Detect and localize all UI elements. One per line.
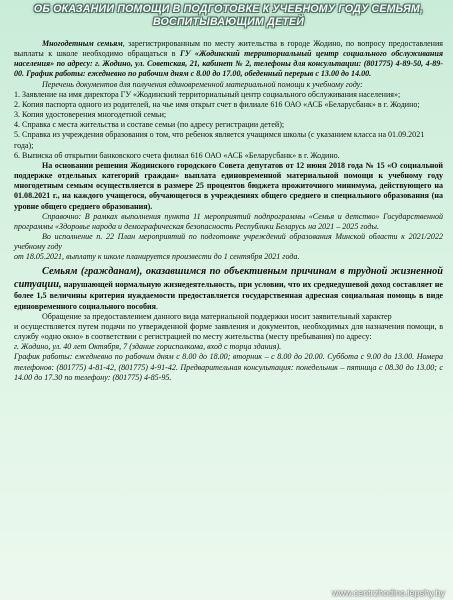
document-item: 5. Справка из учреждения образования о том, что ребенок является учащимся школы (с указанием класса на 01.09.2021 года); (14, 130, 425, 150)
documents-intro: Перечень документов для получения единовременной материальной помощи к учебному году: (42, 79, 363, 89)
page-title (14, 3, 443, 29)
one-window-schedule: График работы: ежедневно по рабочим дням с 8.00 до 18.00; вторник – с 8.00 до 20.00. Суббота с 9.00 до 13.00. Номера телефонов: (801775) 4-81-42, (801775) 4-91-42. Предварительная консультация: понедельник – пятница с 08.30 до 13.00; с 14.00 до 17.30 по телефону: (801775) 4-85-95. (14, 352, 443, 382)
large-family-paragraph (14, 39, 443, 80)
hardship-lead: Семьям (гражданам), оказавшимся по объективным причинам в трудной жизненной ситуации, (14, 266, 443, 290)
reference-note: Справочно: В рамках выполнения пункта 11 мероприятий подпрограммы «Семья и детство» Государственной программы «Здоровье народа и демографическая безопасность Республики Беларусь на 2021 – 2025 годы. (14, 211, 443, 231)
application-procedure: и осуществляется путем подачи по утвержденной форме заявления и документов, необходимых для назначения помощи, в службу «одно окно» в соответствии с регистрацией по месту жительства (месту пребывания) по адресу: (14, 321, 443, 342)
website-watermark: www.centrzhodino.lepshy.by (332, 588, 445, 598)
document-item: 1. Заявление на имя директора ГУ «Жодинский территориальный центр социального обслуживания населения»; (14, 89, 401, 99)
document-item: 2. Копия паспорта одного из родителей, на чье имя открыт счет в филиале 616 ОАО «АСБ «Беларусбанк» в г. Жодино; (14, 99, 420, 109)
large-family-lead: Многодетным семьям (42, 39, 123, 48)
title-line-1: ОБ ОКАЗАНИИ ПОМОЩИ В ПОДГОТОВКЕ К УЧЕБНОМУ ГОДУ СЕМЬЯМ, (33, 3, 424, 15)
title-line-2: ВОСПИТЫВАЮЩИМ ДЕТЕЙ (152, 16, 305, 28)
document-item: 3. Копия удостоверения многодетной семьи; (14, 110, 167, 120)
payment-date-note: от 18.05.2021, выплату к школе планируется произвести до 1 сентября 2021 года. (14, 252, 300, 262)
documents-list (14, 90, 443, 161)
hardship-paragraph (14, 266, 443, 311)
council-decision-paragraph: На основании решения Жодинского городского Совета депутатов от 12 июня 2018 года № 15 «О социальной поддержке отдельных категорий граждан» выплата единовременной материальной помощи к учебному году многодетным семьям осуществляется в размере 25 процентов бюджета прожиточного минимума, действующего на 01.08.2021 г., на каждого учащегося, обучающегося в учреждениях общего среднего и специального образования (на уровне общего среднего образования). (14, 160, 443, 211)
hardship-period: . (156, 301, 159, 311)
application-nature: Обращение за предоставлением данного вида материальной поддержки носит заявительный характер (42, 311, 392, 321)
hardship-conditions: нарушающей нормальную жизнедеятельность, при условии, что их среднедушевой доход составляет не более 1,5 величины критерия нуждаемости предоставляется государственная адресная социальная помощь в виде единовременного социального пособия (14, 279, 443, 311)
territorial-center-info: ГУ «Жодинский территориальный центр социального обслуживания населения» по адресу: г. Жодино, ул. Советская, 21, кабинет № 2, телефоны для консультации: (801775) 4-89-50, 4-89-00. График работы: ежедневно по рабочим дням с 8.00 до 17.00, обеденный перерыв с 13.00 до 14.00. (14, 49, 443, 79)
document-item: 6. Выписка об открытии банковского счета филиал 616 ОАО «АСБ «Беларусбанк» в г. Жодино. (14, 150, 340, 160)
one-window-address: г. Жодино, ул. 40 лет Октября, 7 (здание горисполкома, вход с торца здания). (14, 342, 282, 352)
document-item: 4. Справка с места жительства и составе семьи (по адресу регистрации детей); (14, 120, 285, 130)
large-family-text: , зарегистрированным по месту жительства в городе Жодино, по вопросу предоставления выплаты к школе необходимо обращаться в (14, 39, 443, 59)
execution-note: Во исполнение п. 22 План мероприятий по подготовке учреждений образования Минской области к 2021/2022 учебному году (14, 231, 443, 252)
